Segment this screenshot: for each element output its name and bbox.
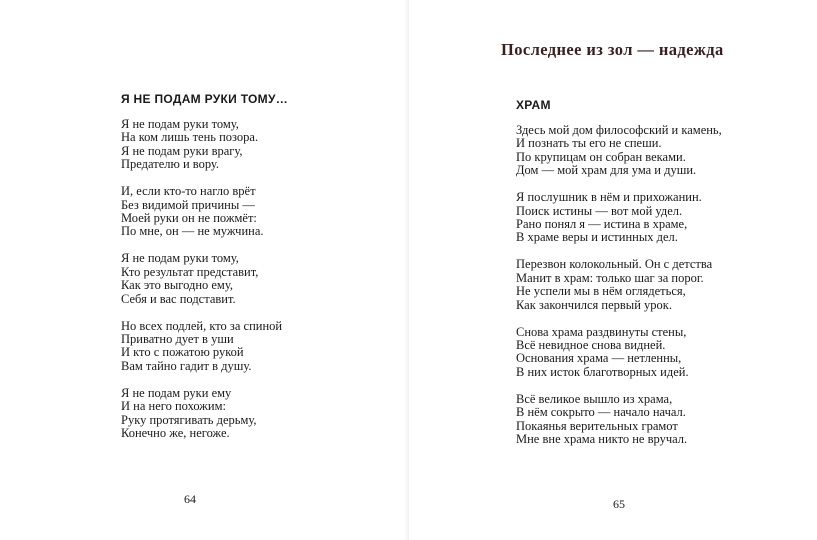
poem-line: Дом — мой храм для ума и души. xyxy=(516,163,697,178)
poem-title: Я НЕ ПОДАМ РУКИ ТОМУ… xyxy=(121,92,289,106)
poem-line: Без видимой причины — xyxy=(121,197,255,212)
poem-line: Предателю и вору. xyxy=(121,157,220,172)
poem-body xyxy=(121,118,282,454)
poem-line: Всё великое вышло из храма, xyxy=(516,391,673,406)
poem-line: Я послушник в нём и прихожанин. xyxy=(516,190,702,205)
stanza xyxy=(516,191,722,245)
poem-line: По мне, он — не мужчина. xyxy=(121,224,264,239)
poem-line: Здесь мой дом философский и камень, xyxy=(516,123,722,137)
poem-line: Я не подам руки тому, xyxy=(121,251,239,266)
poem-line: В них исток благотворных идей. xyxy=(516,364,689,379)
poem-line: Кто результат представит, xyxy=(121,264,259,279)
page-number: 65 xyxy=(613,497,625,511)
poem-line: Манит в храм: только шаг за порог. xyxy=(516,270,704,285)
stanza xyxy=(121,118,282,172)
poem-line: Себя и вас подставит. xyxy=(121,291,236,306)
poem-line: И, если кто-то нагло врёт xyxy=(121,184,256,199)
poem-line: Я не подам руки врагу, xyxy=(121,143,243,158)
poem-line: Покаянья верительных грамот xyxy=(516,418,678,433)
poem-line: Рано понял я — истина в храме, xyxy=(516,217,688,232)
stanza xyxy=(121,252,282,306)
poem-line: Но всех подлей, кто за спиной xyxy=(121,318,283,333)
poem-line: Я не подам руки тому, xyxy=(121,117,239,131)
poem-line: Всё невидное снова видней. xyxy=(516,338,666,353)
right-page xyxy=(409,0,817,540)
poem-line: Как это выгодно ему, xyxy=(121,278,233,293)
poem-line: Я не подам руки ему xyxy=(121,385,232,400)
poem-line: И кто с пожатою рукой xyxy=(121,345,244,360)
poem-line: И на него похожим: xyxy=(121,399,226,414)
stanza xyxy=(121,387,282,441)
stanza xyxy=(121,185,282,239)
left-page xyxy=(0,0,408,540)
poem-line: Снова храма раздвинуты стены, xyxy=(516,324,687,339)
poem-line: И познать ты его не спеши. xyxy=(516,136,662,151)
poem-line: Основания храма — нетленны, xyxy=(516,351,682,366)
poem-line: Как закончился первый урок. xyxy=(516,297,672,312)
poem-line: Приватно дует в уши xyxy=(121,332,234,347)
poem-line: В нём сокрыто — начало начал. xyxy=(516,405,686,420)
poem-line: В храме веры и истинных дел. xyxy=(516,230,678,245)
page-number: 64 xyxy=(184,492,196,506)
stanza xyxy=(516,258,722,312)
poem-body xyxy=(516,124,722,460)
stanza xyxy=(121,320,282,374)
poem-line: Мне вне храма никто не вручал. xyxy=(516,432,688,447)
poem-line: Не успели мы в нём оглядеться, xyxy=(516,284,686,299)
stanza xyxy=(516,326,722,380)
poem-line: Поиск истины — вот мой удел. xyxy=(516,203,683,218)
stanza xyxy=(516,393,722,447)
stanza xyxy=(516,124,722,178)
poem-line: По крупицам он собран веками. xyxy=(516,149,686,164)
poem-title: ХРАМ xyxy=(516,98,551,112)
poem-line: Вам тайно гадит в душу. xyxy=(121,358,252,373)
poem-line: Конечно же, негоже. xyxy=(121,426,230,441)
poem-line: Моей руки он не пожмёт: xyxy=(121,211,257,226)
poem-line: Руку протягивать дерьму, xyxy=(121,412,257,427)
poem-line: На ком лишь тень позора. xyxy=(121,130,259,145)
poem-line: Перезвон колокольный. Он с детства xyxy=(516,257,713,272)
running-head: Последнее из зол — надежда xyxy=(501,40,724,59)
